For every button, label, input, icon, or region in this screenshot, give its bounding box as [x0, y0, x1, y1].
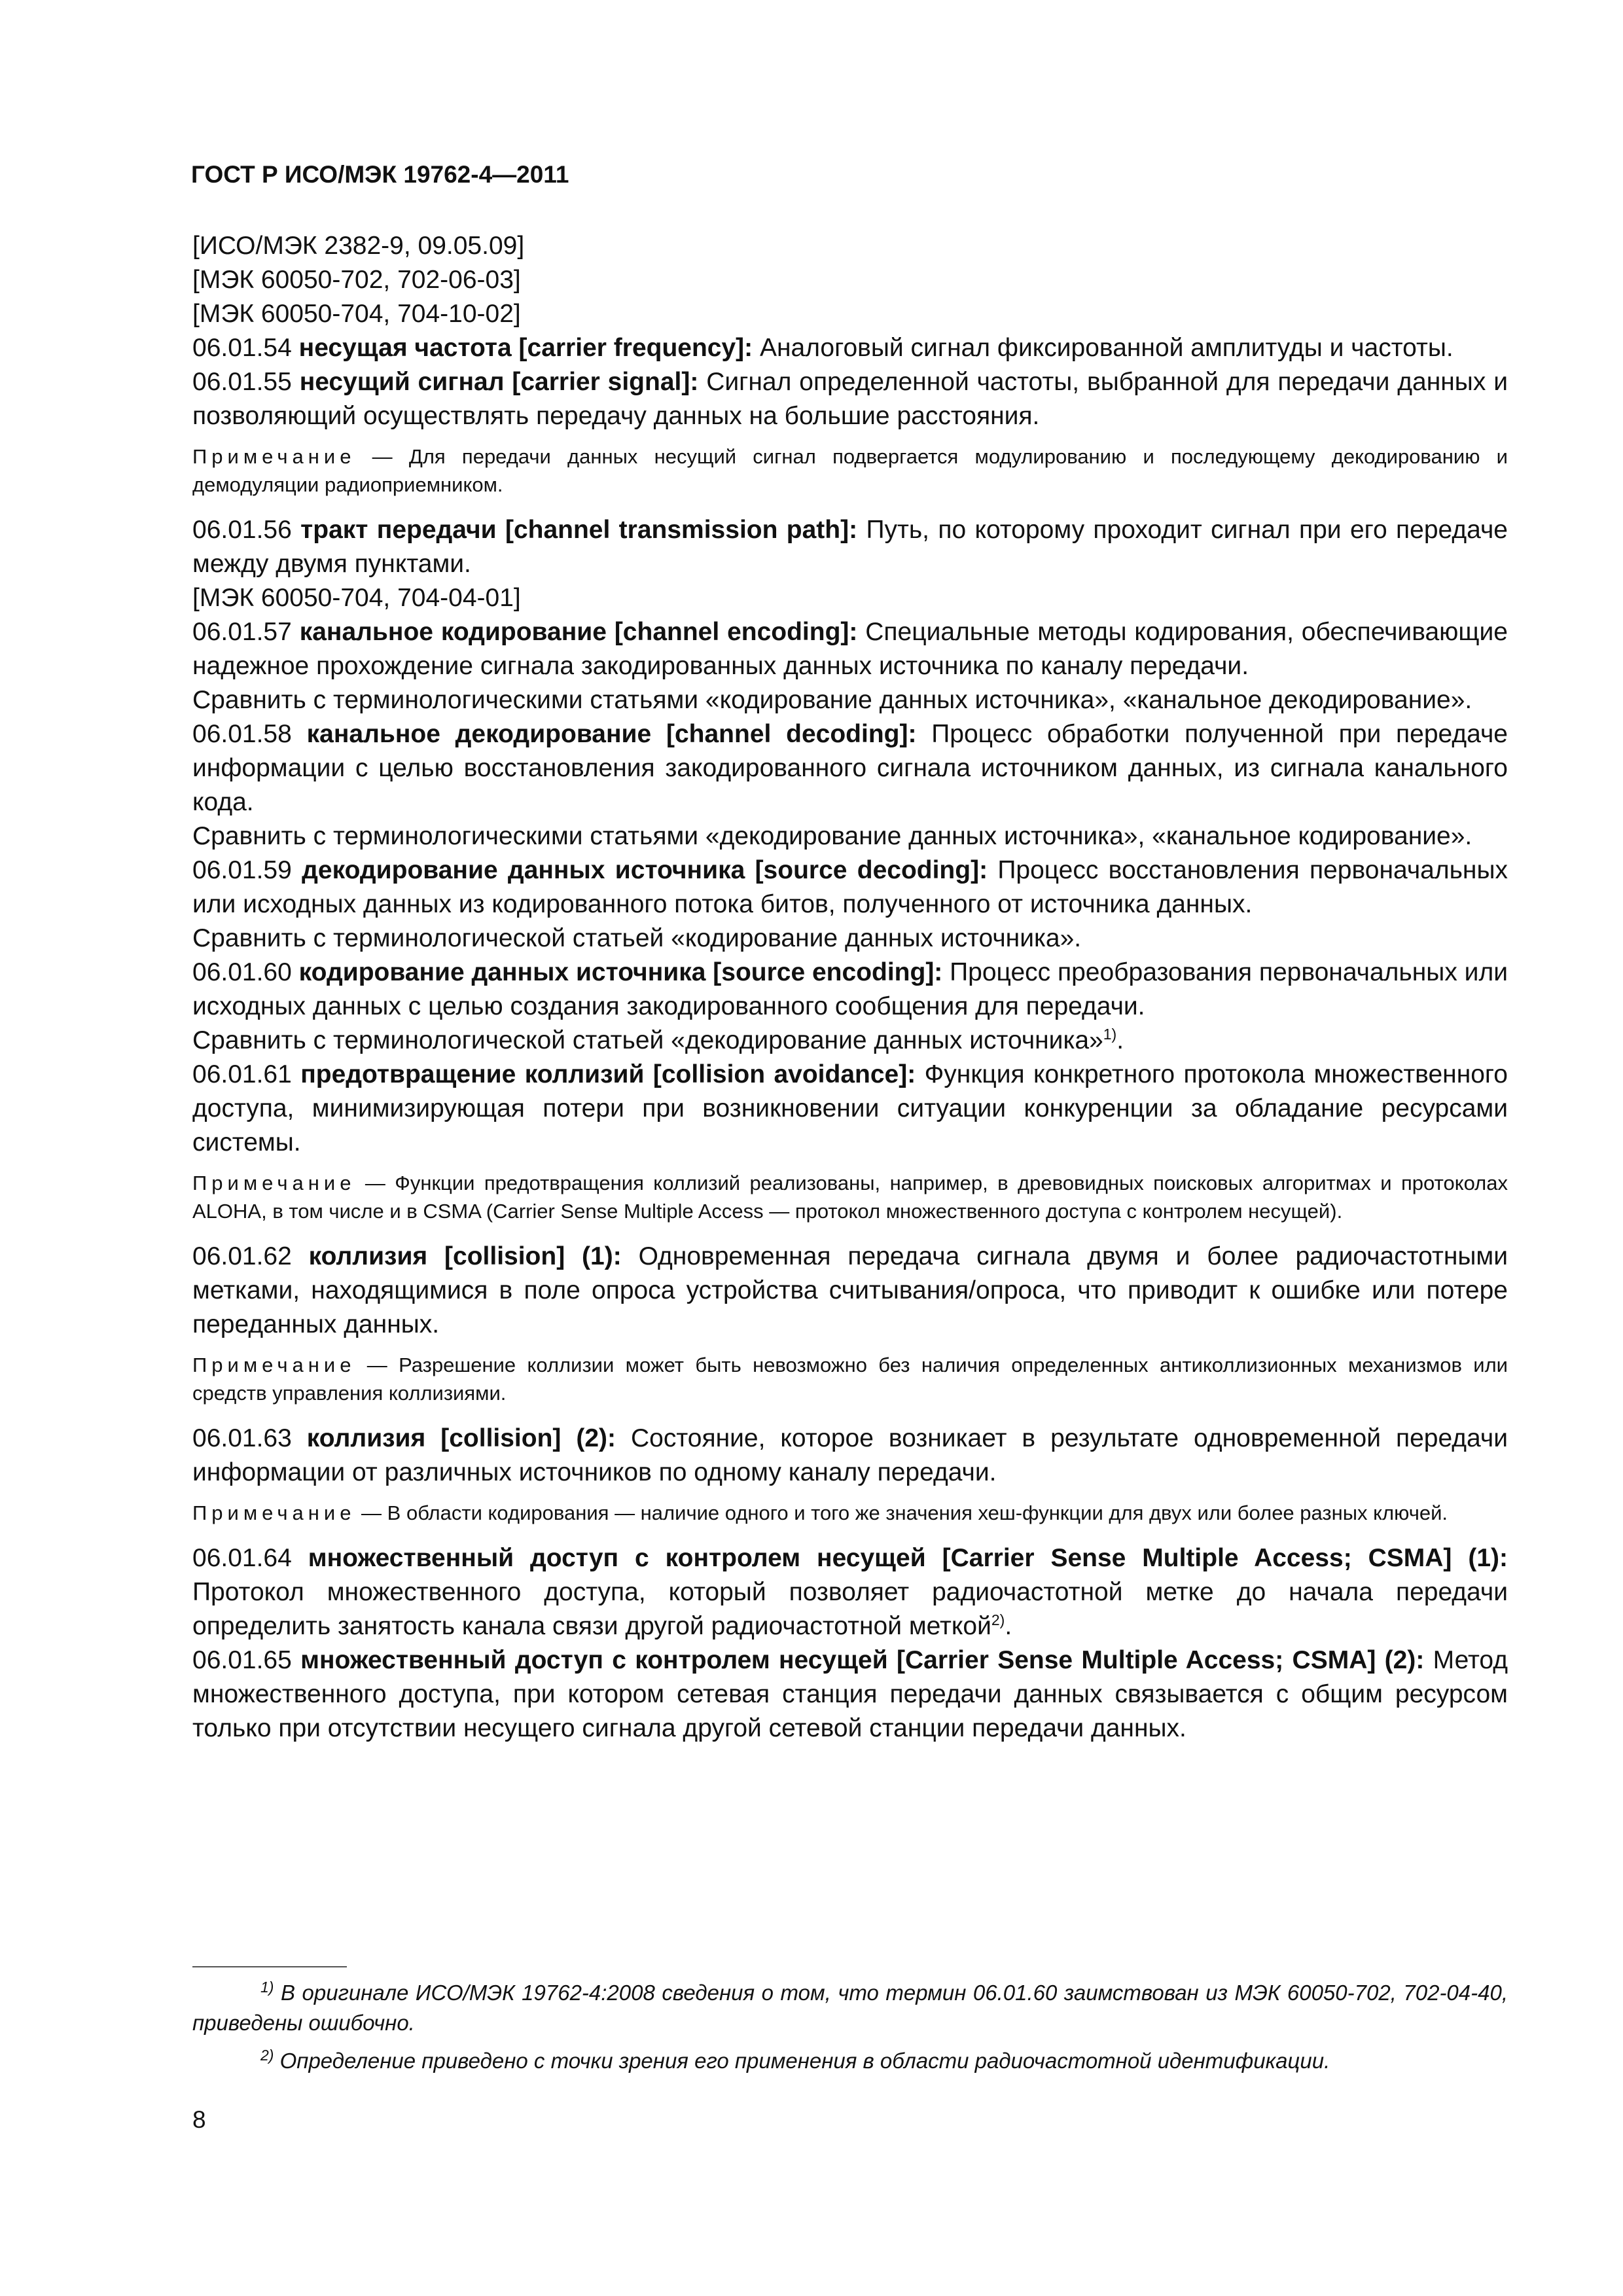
term-definition: Путь, по которому проходит сигнал при его передаче между двумя пунктами. [192, 516, 1508, 578]
reference-line: [МЭК 60050-704, 704-10-02] [192, 300, 521, 328]
term-definition: Протокол множественного доступа, который позволяет радиочастотной метке до начала передачи определить занятость канала связи другой радиочастотной меткой [192, 1578, 1508, 1640]
term-definition: Одновременная передача сигнала двумя и более радиочастотными метками, находящимися в поле опроса устройства считывания/опроса, что приводит к ошибке или потере переданных данных. [192, 1242, 1508, 1338]
definition-tail: . [1005, 1612, 1012, 1640]
note-label: Примечание [192, 1172, 356, 1194]
term-entry [192, 365, 1508, 433]
term-definition: Сигнал определенной частоты, выбранной для передачи данных и позволяющий осуществлять передачу данных на большие расстояния. [192, 368, 1508, 430]
paragraph-tail: . [1116, 1026, 1124, 1054]
term-number: 06.01.56 [192, 516, 292, 544]
term-number: 06.01.57 [192, 618, 292, 646]
footnote-divider [192, 1966, 347, 1967]
cross-reference-paragraph [192, 683, 1508, 717]
term-number: 06.01.59 [192, 856, 292, 884]
note-text: — Для передачи данных несущий сигнал подвергается модулированию и последующему декодированию и демодуляции радиоприемником. [192, 445, 1508, 496]
term-entry [192, 331, 1508, 365]
term-definition: Процесс преобразования первоначальных или исходных данных с целью создания закодированного сообщения для передачи. [192, 958, 1508, 1020]
cross-reference-paragraph [192, 819, 1508, 853]
term-entry [192, 1643, 1508, 1746]
footnote-marker: 2) [991, 1611, 1005, 1628]
term-name: несущая частота [carrier frequency]: [298, 334, 753, 362]
term-name: декодирование данных источника [source decoding]: [302, 856, 988, 884]
term-name: канальное кодирование [channel encoding]: [299, 618, 858, 646]
term-definition: Функция конкретного протокола множественного доступа, минимизирующая потери при возникновении ситуации конкуренции за обладание ресурсами системы. [192, 1060, 1508, 1157]
term-definition: Состояние, которое возникает в результате одновременной передачи информации от различных источников по одному каналу передачи. [192, 1424, 1508, 1486]
paragraph-text: Сравнить с терминологической статьей «декодирование данных источника» [192, 1026, 1103, 1054]
term-entry [192, 853, 1508, 922]
term-entry [192, 717, 1508, 819]
note [192, 1499, 1508, 1527]
term-definition: Метод множественного доступа, при котором сетевая станция передачи данных связывается с общим ресурсом только при отсутствии несущего сигнала другой сетевой станции передачи данных. [192, 1646, 1508, 1742]
term-entry [192, 1058, 1508, 1160]
term-number: 06.01.55 [192, 368, 292, 396]
footnote [192, 2046, 1508, 2076]
term-entry [192, 1422, 1508, 1490]
term-name: кодирование данных источника [source encoding]: [298, 958, 943, 986]
term-definition: Специальные методы кодирования, обеспечивающие надежное прохождение сигнала закодированных данных источника по каналу передачи. [192, 618, 1508, 680]
term-number: 06.01.60 [192, 958, 292, 986]
term-entry [192, 1541, 1508, 1643]
term-name: коллизия [collision] (2): [306, 1424, 616, 1452]
note-label: Примечание [192, 1501, 356, 1524]
reference-line: [ИСО/МЭК 2382-9, 09.05.09] [192, 232, 525, 260]
term-definition: Процесс восстановления первоначальных или исходных данных из кодированного потока битов, полученного от источника данных. [192, 856, 1508, 918]
term-number: 06.01.61 [192, 1060, 292, 1088]
note-text: — Функции предотвращения коллизий реализованы, например, в древовидных поисковых алгоритмах и протоколах ALOHA, в том числе и в CSMA (Carrier Sense Multiple Access — протокол множественного доступа с контролем несущей). [192, 1172, 1508, 1223]
reference-line: [МЭК 60050-702, 702-06-03] [192, 266, 521, 294]
term-name: множественный доступ с контролем несущей [Carrier Sense Multiple Access; CSMA] (2): [300, 1646, 1425, 1674]
term-number: 06.01.54 [192, 334, 292, 362]
term-number: 06.01.65 [192, 1646, 292, 1674]
term-name: тракт передачи [channel transmission path]: [300, 516, 858, 544]
term-entry [192, 956, 1508, 1024]
page-number: 8 [192, 2106, 206, 2133]
cross-reference-paragraph [192, 1024, 1508, 1058]
term-entry [192, 513, 1508, 581]
term-name: несущий сигнал [carrier signal]: [299, 368, 699, 396]
term-name: коллизия [collision] (1): [308, 1242, 622, 1270]
term-entry [192, 615, 1508, 683]
footnote-number: 1) [260, 1979, 274, 1996]
term-name: предотвращение коллизий [collision avoidance]: [300, 1060, 916, 1088]
paragraph-text: Сравнить с терминологической статьей «кодирование данных источника». [192, 924, 1082, 952]
cross-reference-paragraph [192, 922, 1508, 956]
term-name: канальное декодирование [channel decoding]: [306, 720, 917, 748]
term-definition: Процесс обработки полученной при передаче информации с целью восстановления закодированного сигнала источником данных, из сигнала канального кода. [192, 720, 1508, 816]
term-entry [192, 1240, 1508, 1342]
note-label: Примечание [192, 445, 356, 468]
term-number: 06.01.63 [192, 1424, 292, 1452]
footnotes [192, 1978, 1508, 2084]
term-name: множественный доступ с контролем несущей [Carrier Sense Multiple Access; CSMA] (1): [308, 1544, 1508, 1572]
note [192, 1169, 1508, 1225]
term-number: 06.01.64 [192, 1544, 292, 1572]
term-number: 06.01.58 [192, 720, 292, 748]
term-definition: Аналоговый сигнал фиксированной амплитуды и частоты. [760, 334, 1454, 362]
term-number: 06.01.62 [192, 1242, 292, 1270]
footnote-number: 2) [260, 2047, 274, 2064]
note-label: Примечание [192, 1354, 356, 1376]
paragraph-text: Сравнить с терминологическими статьями «кодирование данных источника», «канальное декодирование». [192, 686, 1472, 714]
reference-line: [МЭК 60050-704, 704-04-01] [192, 584, 521, 612]
note [192, 1351, 1508, 1407]
note-text: — В области кодирования — наличие одного и того же значения хеш-функции для двух или более разных ключей. [355, 1501, 1448, 1524]
footnote-text: Определение приведено с точки зрения его применения в области радиочастотной идентификации. [274, 2049, 1330, 2073]
document-body [192, 229, 1508, 1746]
paragraph-text: Сравнить с терминологическими статьями «декодирование данных источника», «канальное кодирование». [192, 822, 1472, 850]
footnote-marker: 1) [1103, 1026, 1117, 1043]
note-text: — Разрешение коллизии может быть невозможно без наличия определенных антиколлизионных механизмов или средств управления коллизиями. [192, 1354, 1508, 1405]
document-header: ГОСТ Р ИСО/МЭК 19762-4—2011 [191, 161, 569, 188]
note [192, 442, 1508, 499]
footnote [192, 1978, 1508, 2038]
footnote-text: В оригинале ИСО/МЭК 19762-4:2008 сведения о том, что термин 06.01.60 заимствован из МЭК 60050-702, 702-04-40, приведены ошибочно. [192, 1981, 1508, 2035]
